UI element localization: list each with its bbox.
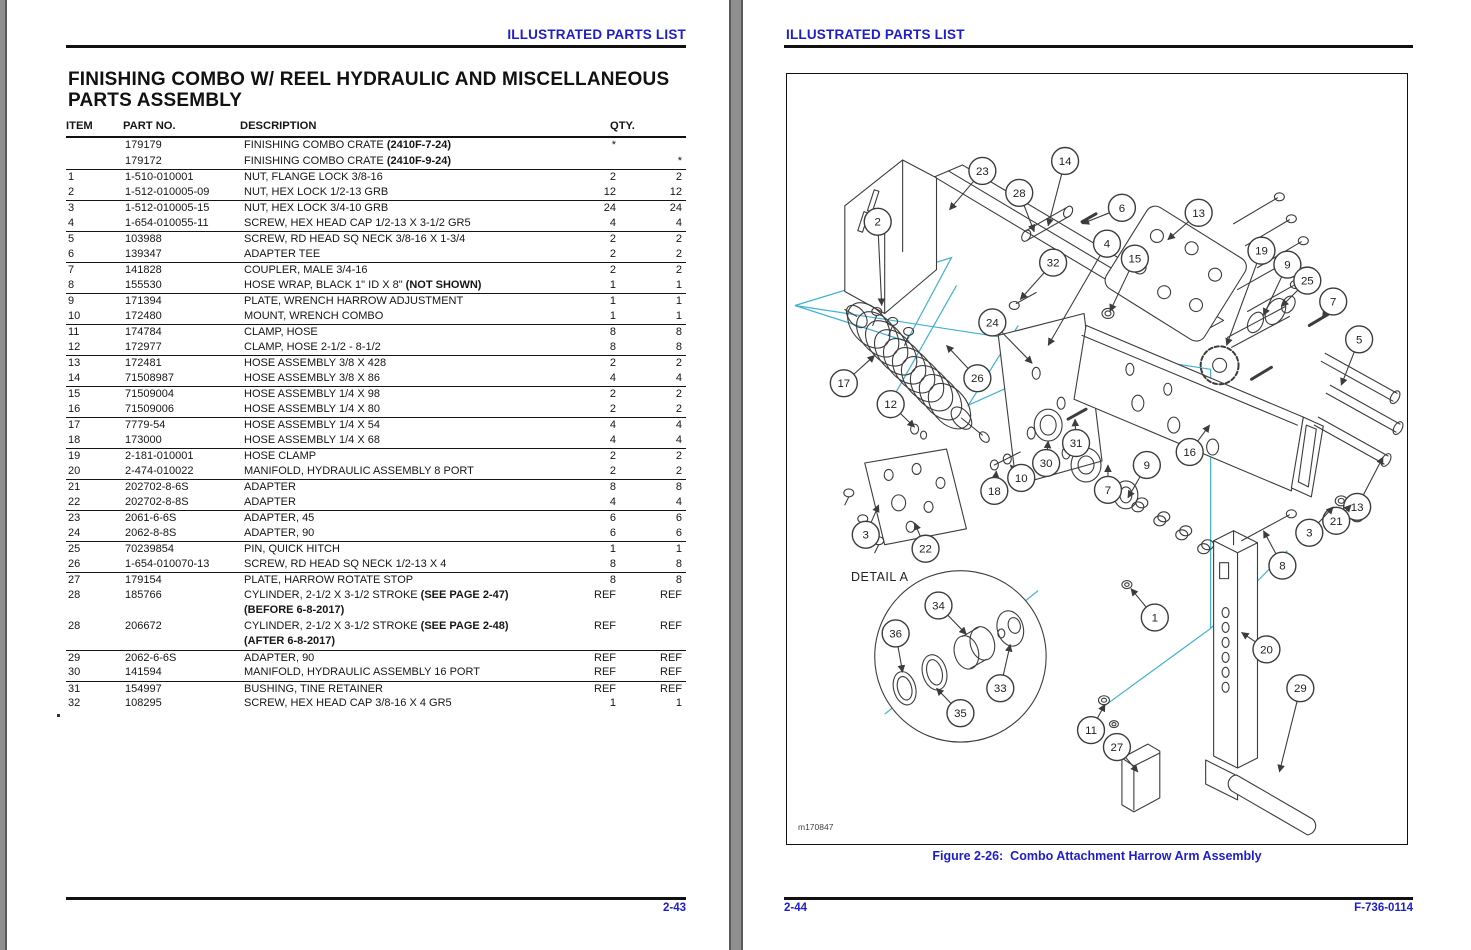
table-row: 5 103988 SCREW, RD HEAD SQ NECK 3/8-16 X 1-3/4 2 2 <box>66 231 686 247</box>
svg-text:27: 27 <box>1110 742 1124 755</box>
svg-text:35: 35 <box>954 708 967 721</box>
col-desc: DESCRIPTION <box>240 120 317 132</box>
part-balloon-7 <box>1095 465 1122 503</box>
col-part: PART NO. <box>123 120 176 132</box>
svg-text:13: 13 <box>1192 207 1206 220</box>
table-row: 24 2062-8-8S ADAPTER, 90 6 6 <box>68 526 682 539</box>
table-row: 25 70239854 PIN, QUICK HITCH 1 1 <box>66 541 686 557</box>
svg-text:31: 31 <box>1069 438 1083 451</box>
table-row: 13 172481 HOSE ASSEMBLY 3/8 X 428 2 2 <box>66 355 686 371</box>
svg-text:21: 21 <box>1329 515 1343 528</box>
svg-text:7: 7 <box>1104 484 1112 497</box>
svg-text:3: 3 <box>1306 527 1313 540</box>
part-balloon-7 <box>1320 288 1347 318</box>
svg-text:18: 18 <box>987 485 1001 498</box>
table-row: 21 202702-8-6S ADAPTER 8 8 <box>66 479 686 495</box>
table-row: 3 1-512-010005-15 NUT, HEX LOCK 3/4-10 GRB 24 24 <box>66 200 686 216</box>
table-row: 18 173000 HOSE ASSEMBLY 1/4 X 68 4 4 <box>68 433 682 446</box>
page-title: FINISHING COMBO W/ REEL HYDRAULIC AND MISCELLANEOUS PARTS ASSEMBLY <box>68 69 670 111</box>
detail-a-label: DETAIL A <box>851 570 909 584</box>
part-balloon-5 <box>1341 326 1372 385</box>
svg-text:15: 15 <box>1128 253 1142 266</box>
svg-text:36: 36 <box>889 628 903 641</box>
page-divider <box>729 0 743 950</box>
svg-text:19: 19 <box>1255 245 1268 258</box>
svg-text:30: 30 <box>1039 457 1053 470</box>
part-balloon-26 <box>946 345 990 391</box>
table-row: 179172 FINISHING COMBO CRATE (2410F-9-24) * <box>125 154 682 167</box>
table-row: 20 2-474-010022 MANIFOLD, HYDRAULIC ASSEMBLY 8 PORT 2 2 <box>68 464 682 477</box>
svg-text:2: 2 <box>874 216 881 229</box>
table-row: 2 1-512-010005-09 NUT, HEX LOCK 1/2-13 GRB 12 12 <box>68 185 682 198</box>
col-item: ITEM <box>66 120 93 132</box>
table-row: 28 206672 CYLINDER, 2-1/2 X 3-1/2 STROKE (SEE PAGE 2-48) (AFTER 6-8-2017) REF REF <box>68 619 682 647</box>
svg-text:29: 29 <box>1293 683 1307 696</box>
stray-mark <box>57 714 60 717</box>
right-header-rule <box>784 45 1413 48</box>
table-row: 16 71509006 HOSE ASSEMBLY 1/4 X 80 2 2 <box>68 402 682 415</box>
svg-text:1: 1 <box>1151 612 1159 625</box>
svg-text:9: 9 <box>1143 459 1151 472</box>
part-balloon-8 <box>1263 531 1295 579</box>
left-footer-rule <box>66 897 686 900</box>
svg-text:11: 11 <box>1085 725 1097 738</box>
table-row: 11 174784 CLAMP, HOSE 8 8 <box>66 324 686 340</box>
table-row: 26 1-654-010070-13 SCREW, RD HEAD SQ NECK 1/2-13 X 4 8 8 <box>68 557 682 570</box>
figure-box <box>786 73 1408 845</box>
svg-text:32: 32 <box>1046 257 1060 270</box>
left-edge-strip <box>0 0 7 950</box>
table-row: 31 154997 BUSHING, TINE RETAINER REF REF <box>66 681 686 697</box>
svg-text:3: 3 <box>862 529 869 542</box>
right-page-number: 2-44 <box>784 902 808 914</box>
svg-text:8: 8 <box>1279 560 1286 573</box>
table-row: 10 172480 MOUNT, WRENCH COMBO 1 1 <box>68 309 682 322</box>
table-row: 1 1-510-010001 NUT, FLANGE LOCK 3/8-16 2 2 <box>66 169 686 185</box>
svg-text:4: 4 <box>1103 238 1111 251</box>
svg-text:12: 12 <box>884 399 898 412</box>
right-footer-rule <box>784 897 1413 900</box>
table-row: 32 108295 SCREW, HEX HEAD CAP 3/8-16 X 4 GR5 1 1 <box>68 697 682 709</box>
svg-text:14: 14 <box>1058 155 1072 168</box>
part-balloon-3 <box>852 505 879 548</box>
part-balloon-1 <box>1131 589 1168 631</box>
left-header-rule <box>66 45 686 48</box>
svg-text:6: 6 <box>1118 202 1126 215</box>
doc-number: F-736-0114 <box>1354 902 1413 914</box>
left-page-number: 2-43 <box>662 902 686 914</box>
part-balloon-29 <box>1279 675 1313 772</box>
part-balloon-13 <box>1344 457 1383 520</box>
table-row: 7 141828 COUPLER, MALE 3/4-16 2 2 <box>66 262 686 278</box>
svg-text:34: 34 <box>932 600 945 613</box>
parts-table <box>66 119 686 712</box>
table-row: 12 172977 CLAMP, HOSE 2-1/2 - 8-1/2 8 8 <box>68 340 682 353</box>
table-row: 6 139347 ADAPTER TEE 2 2 <box>68 247 682 260</box>
svg-text:16: 16 <box>1183 447 1197 460</box>
left-page-header: ILLUSTRATED PARTS LIST <box>507 27 686 42</box>
svg-text:20: 20 <box>1260 644 1273 657</box>
svg-text:13: 13 <box>1350 501 1364 514</box>
table-row: 29 2062-6-6S ADAPTER, 90 REF REF <box>66 650 686 666</box>
table-row: 28 185766 CYLINDER, 2-1/2 X 3-1/2 STROKE (SEE PAGE 2-47) (BEFORE 6-8-2017) REF REF <box>68 588 682 616</box>
part-balloon-18 <box>981 471 1008 504</box>
svg-text:33: 33 <box>993 683 1007 696</box>
image-code: m170847 <box>798 822 834 832</box>
table-row: 22 202702-8-8S ADAPTER 4 4 <box>68 495 682 508</box>
table-row: 9 171394 PLATE, WRENCH HARROW ADJUSTMENT 1 1 <box>66 293 686 309</box>
svg-text:26: 26 <box>971 373 984 386</box>
table-header <box>66 119 686 138</box>
right-page-header: ILLUSTRATED PARTS LIST <box>786 27 965 42</box>
svg-text:17: 17 <box>837 378 851 391</box>
svg-text:10: 10 <box>1014 472 1028 485</box>
table-row: 179179 FINISHING COMBO CRATE (2410F-7-24) * <box>125 139 616 151</box>
svg-text:22: 22 <box>919 543 932 556</box>
svg-text:23: 23 <box>975 165 989 178</box>
table-row: 8 155530 HOSE WRAP, BLACK 1" ID X 8" (NOT SHOWN) 1 1 <box>68 278 682 291</box>
table-row: 19 2-181-010001 HOSE CLAMP 2 2 <box>66 448 686 464</box>
svg-text:5: 5 <box>1355 334 1363 347</box>
part-balloon-11 <box>1078 704 1105 743</box>
svg-text:25: 25 <box>1300 275 1314 288</box>
table-row: 14 71508987 HOSE ASSEMBLY 3/8 X 86 4 4 <box>68 371 682 384</box>
part-balloon-10 <box>1008 464 1035 491</box>
table-row: 27 179154 PLATE, HARROW ROTATE STOP 8 8 <box>66 572 686 588</box>
figure-caption: Figure 2-26: Combo Attachment Harrow Arm Assembly <box>932 849 1262 863</box>
col-qty: QTY. <box>610 120 635 132</box>
parts-rows <box>66 138 686 712</box>
part-balloon-21 <box>1323 505 1351 534</box>
part-balloon-6 <box>1082 194 1135 223</box>
part-balloon-17 <box>830 355 874 396</box>
svg-text:28: 28 <box>1012 187 1026 200</box>
table-row: 17 7779-54 HOSE ASSEMBLY 1/4 X 54 4 4 <box>66 417 686 433</box>
part-balloon-9 <box>1128 452 1160 498</box>
part-balloon-12 <box>877 391 914 427</box>
table-row: 4 1-654-010055-11 SCREW, HEX HEAD CAP 1/2-13 X 3-1/2 GR5 4 4 <box>68 216 682 229</box>
table-row: 15 71509004 HOSE ASSEMBLY 1/4 X 98 2 2 <box>66 386 686 402</box>
part-balloon-32 <box>1020 249 1066 299</box>
svg-text:9: 9 <box>1284 259 1291 272</box>
svg-text:24: 24 <box>985 317 999 330</box>
svg-text:7: 7 <box>1330 296 1337 309</box>
exploded-diagram <box>787 74 1407 844</box>
table-row: 30 141594 MANIFOLD, HYDRAULIC ASSEMBLY 16 PORT REF REF <box>68 666 682 678</box>
table-row: 23 2061-6-6S ADAPTER, 45 6 6 <box>66 510 686 526</box>
